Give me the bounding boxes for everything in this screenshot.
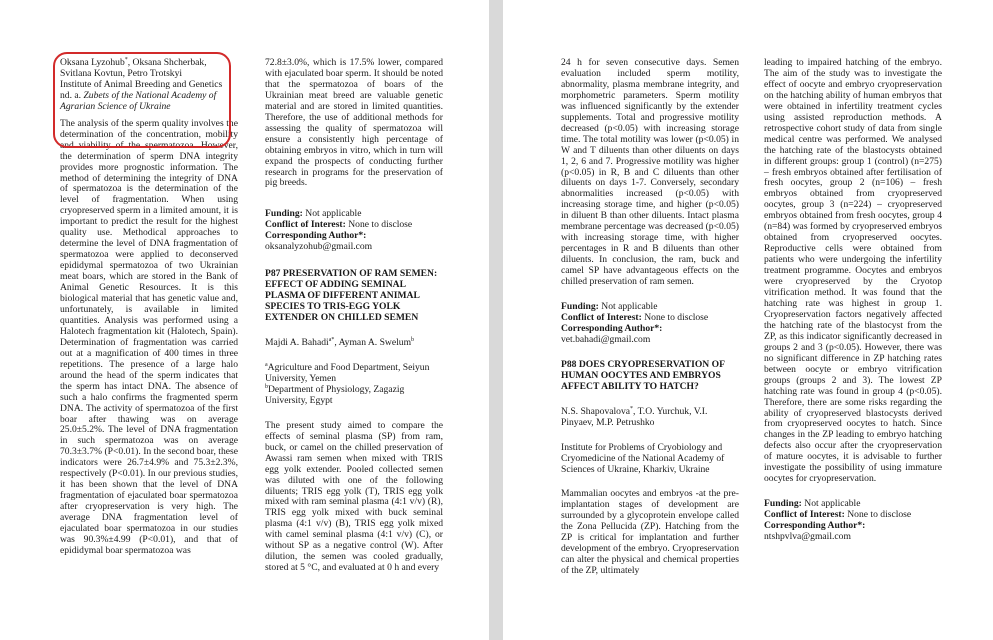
p88-funding-value: Not applicable (801, 498, 861, 510)
p86-email: oksanalyzohub@gmail.com (265, 241, 373, 253)
p86-funding-value: Not applicable (302, 208, 362, 220)
p87-abstract-continued: 24 h for seven consecutive days. Semen evaluation included sperm motility, abnormality, plasma membrane integrity, and morphometric parameters. Sperm motility was influenced significantly by the extender supplements. Total and progressive motility decreased (p<0.05) with increasing storage time. The total motility was lower (p<0.05) in W and T diluents than other diluents on days 1, 2, 6 and 7. Progressive motility was higher (p<0.05) in R, B and C diluents than other diluents on days 1-7. Conversely, secondary abnormalities increased (p<0.05) with increasing storage time, and higher (p<0.05) in diluent B than other diluents. Intact plasma membrane percentage was decreased (p<0.05) with increasing storage time, with higher percentages in R and B diluents than other diluents. In conclusion, the ram, buck and camel SP have advantageous effects on the chilled preservation of ram semen. (561, 57, 739, 288)
p88-funding-label: Funding: (764, 498, 802, 510)
p87-author-b: , Ayman A. Swelum (334, 337, 412, 349)
third-column (561, 58, 739, 577)
p88-author-a: N.S. Shapovalova (561, 405, 631, 417)
p86-affiliation-line1: Institute of Animal Breeding and Genetics (60, 78, 223, 90)
fourth-column (764, 58, 942, 543)
p86-affiliation-journal-a: Zubets of the National Academy of (83, 89, 217, 101)
p86-authors-rest: , Oksana Shcherbak, (127, 57, 207, 68)
p86-affiliation-line3: Agrarian Science of Ukraine (60, 100, 171, 112)
p88-title: P88 DOES CRYOPRESERVATION OF HUMAN OOCYTES AND EMBRYOS AFFECT ABILITY TO HATCH? (561, 358, 725, 392)
p88-author-rest: , T.O. Yurchuk, V.I. Pinyaev, M.P. Petrushko (561, 405, 708, 428)
second-column (265, 58, 443, 574)
p86-affiliation-lead: nd. a. (60, 89, 84, 101)
highlight-annotation (53, 52, 231, 148)
p87-aff-b-marker: b (265, 383, 268, 390)
p87-funding-value: Not applicable (598, 301, 658, 313)
p86-authors-line2: Svitlana Kovtun, Petro Trotskyi (60, 67, 183, 79)
p87-affiliation-b (265, 385, 443, 407)
p87-corresponding-label: Corresponding Author*: (561, 322, 663, 334)
p88-authors (561, 407, 739, 429)
p87-conflict-value: None to disclose (641, 311, 709, 323)
p87-affiliation-a (265, 363, 443, 385)
p86-abstract-continued: 72.8±3.0%, which is 17.5% lower, compared with ejaculated boar sperm. It should be noted that the spermatozoa of boars of the Ukrainian meat breed are valuable genetic material and are stored in limited quantities. Therefore, the use of additional methods for assessing the quality of spermatozoa will ensure a consistently high percentage of obtaining embryos in vitro, which in turn will expand the prospects of conducting further research in programs for the preservation of pig breeds. (265, 57, 443, 189)
p88-email: ntshpvlva@gmail.com (764, 531, 851, 543)
p87-aff-a-marker: a (265, 361, 268, 368)
p87-aff-b-text: Department of Physiology, Zagazig University, Egypt (265, 383, 405, 406)
left-page (0, 0, 489, 640)
p87-author-a: Majdi A. Bahadi (265, 337, 329, 349)
p87-author-a-marker: a* (328, 336, 335, 343)
p88-author-a-marker: * (630, 405, 634, 412)
p88-conflict-value: None to disclose (844, 509, 912, 521)
p87-conflict-label: Conflict of Interest: (561, 311, 642, 323)
p86-conflict-value: None to disclose (345, 219, 413, 231)
p87-authors (265, 338, 443, 349)
p88-abstract-start: Mammalian oocytes and embryos -at the pre-implantation stages of development are surrounded by a glycoprotein envelope called the Zona Pellucida (ZP). Hatching from the ZP is critical for implantation and further development of the embryo. Cryopreservation can alter the physical and chemical properties of the ZP, ultimately (561, 488, 739, 577)
p86-author-marker: * (124, 56, 128, 63)
p88-conflict-label: Conflict of Interest: (764, 509, 845, 521)
p86-funding-label: Funding: (265, 208, 303, 220)
p87-funding-label: Funding: (561, 301, 599, 313)
p86-conflict-label: Conflict of Interest: (265, 219, 346, 231)
p86-abstract-body: The analysis of the sperm quality involves the determination of the concentration, mobility and viability of the spermatozoa. However, the determination of sperm DNA integrity provides more prognostic information. The method of determining the integrity of DNA of spermatozoa is the determination of the level of fragmentation. When using cryopreserved sperm in a limited amount, it is important to predict the result for the highest quality use. Methodical approaches to determine the level of DNA fragmentation of spermatozoa were applied to deconserved epididymal spermatozoa of two Ukrainian meat boars, which are stored in the Bank of Animal Genetic Resources. It is this biological material that has genetic value and, unfortunately, is available in limited quantities. Analysis was performed using a Halotech fragmentation kit (Halotech, Spain). Determination of fragmentation was carried out at a magnification of 400 times in three repetitions. The presence of a large halo around the head of the sperm indicates that the sperm has intact DNA. The absence of such a halo confirms the fragmented sperm DNA. The activity of spermatozoa of the first boar after thawing was on average 25.0±5.2%. The level of DNA fragmentation in such spermatozoa was on average 70.3±3.7% (P<0.01). In the second boar, these indicators were 26.7±4.9% and 75.3±2.3%, respectively (P<0.01). In our previous studies, it has been shown that the level of DNA fragmentation of ejaculated boar spermatozoa after cryopreservation is very high. The average DNA fragmentation level of ejaculated boar spermatozoa in our studies was 90.3%±4.99 (P<0.01), and that of epididymal boar spermatozoa was (60, 117, 238, 556)
p88-corresponding-label: Corresponding Author*: (764, 520, 866, 532)
p87-title: P87 PRESERVATION OF RAM SEMEN: EFFECT OF ADDING SEMINAL PLASMA OF DIFFERENT ANIMAL SPECIES TO TRIS-EGG YOLK EXTENDER ON CHILLED SEMEN (265, 268, 438, 324)
p87-aff-a-text: Agriculture and Food Department, Seiyun University, Yemen (265, 361, 430, 384)
p87-author-b-marker: b (411, 336, 415, 343)
p88-affiliation: Institute for Problems of Cryobiology and Cryomedicine of the National Academy of Sciences of Ukraine, Kharkiv, Ukraine (561, 441, 725, 475)
p87-abstract-start: The present study aimed to compare the effects of seminal plasma (SP) from ram, buck, or camel on the chilled preservation of Awassi ram semen when mixed with TRIS egg yolk extender. Pooled collected semen was diluted with one of the following diluents; TRIS egg yolk (T), TRIS egg yolk mixed with ram seminal plasma (4:1 v/v) (R), TRIS egg yolk mixed with buck seminal plasma (4:1 v/v) (B), TRIS egg yolk mixed with camel seminal plasma (4:1 v/v) (C), or without SP as a negative control (W). After dilution, the semen was cooled gradually, stored at 5 °C, and evaluated at 0 h and every (265, 419, 443, 574)
right-page (503, 0, 993, 640)
p86-corresponding-label: Corresponding Author*: (265, 230, 367, 242)
page-gap (489, 0, 503, 640)
p88-abstract-continued: leading to impaired hatching of the embryo. The aim of the study was to investigate the effect of oocyte and embryo cryopreservation on the hatching ability of human embryos that were obtained in infertility treatment cycles using assisted reproduction methods. A retrospective cohort study of data from single medical centre was performed. We analysed the hatching rate of the blastocysts obtained in different groups: group 1 (control) (n=275) – fresh embryos obtained after fertilisation of fresh oocytes, group 2 (n=106) – fresh embryos obtained from cryopreserved oocytes, group 3 (n=224) – cryopreserved embryos obtained from fresh oocytes, group 4 (n=84) was formed by cryopreserved embryos obtained from cryopreserved oocytes. Reproductive cells were obtained from patients who were undergoing the infertility treatment programme. Oocytes and embryos were cryopreserved by the Cryotop vitrification method. It was found that the hatching rate was highest in group 1. Cryopreservation factors negatively affected the hatching rate of the blastocyst from the ZP, as this indicator significantly decreased in groups 2 and 3 (p<0.05). However, there was no significant difference in ZP hatching rates between oocyte or embryo vitrification groups (groups 2 and 3). The lowest ZP hatching rate was found in group 4 (p<0.05). Therefore, there are some risks regarding the ability of cryopreserved blastocysts derived from cryopreserved oocytes to hatch. Since changes in the ZP leading to embryo hatching defects also occur after the cryopreservation of mature oocytes, it is advisable to further investigate the possibility of using immature oocytes for cryopreservation. (764, 57, 942, 485)
p87-email: vet.bahadi@gmail.com (561, 333, 651, 345)
p86-author-main: Oksana Lyzohub (60, 57, 125, 68)
